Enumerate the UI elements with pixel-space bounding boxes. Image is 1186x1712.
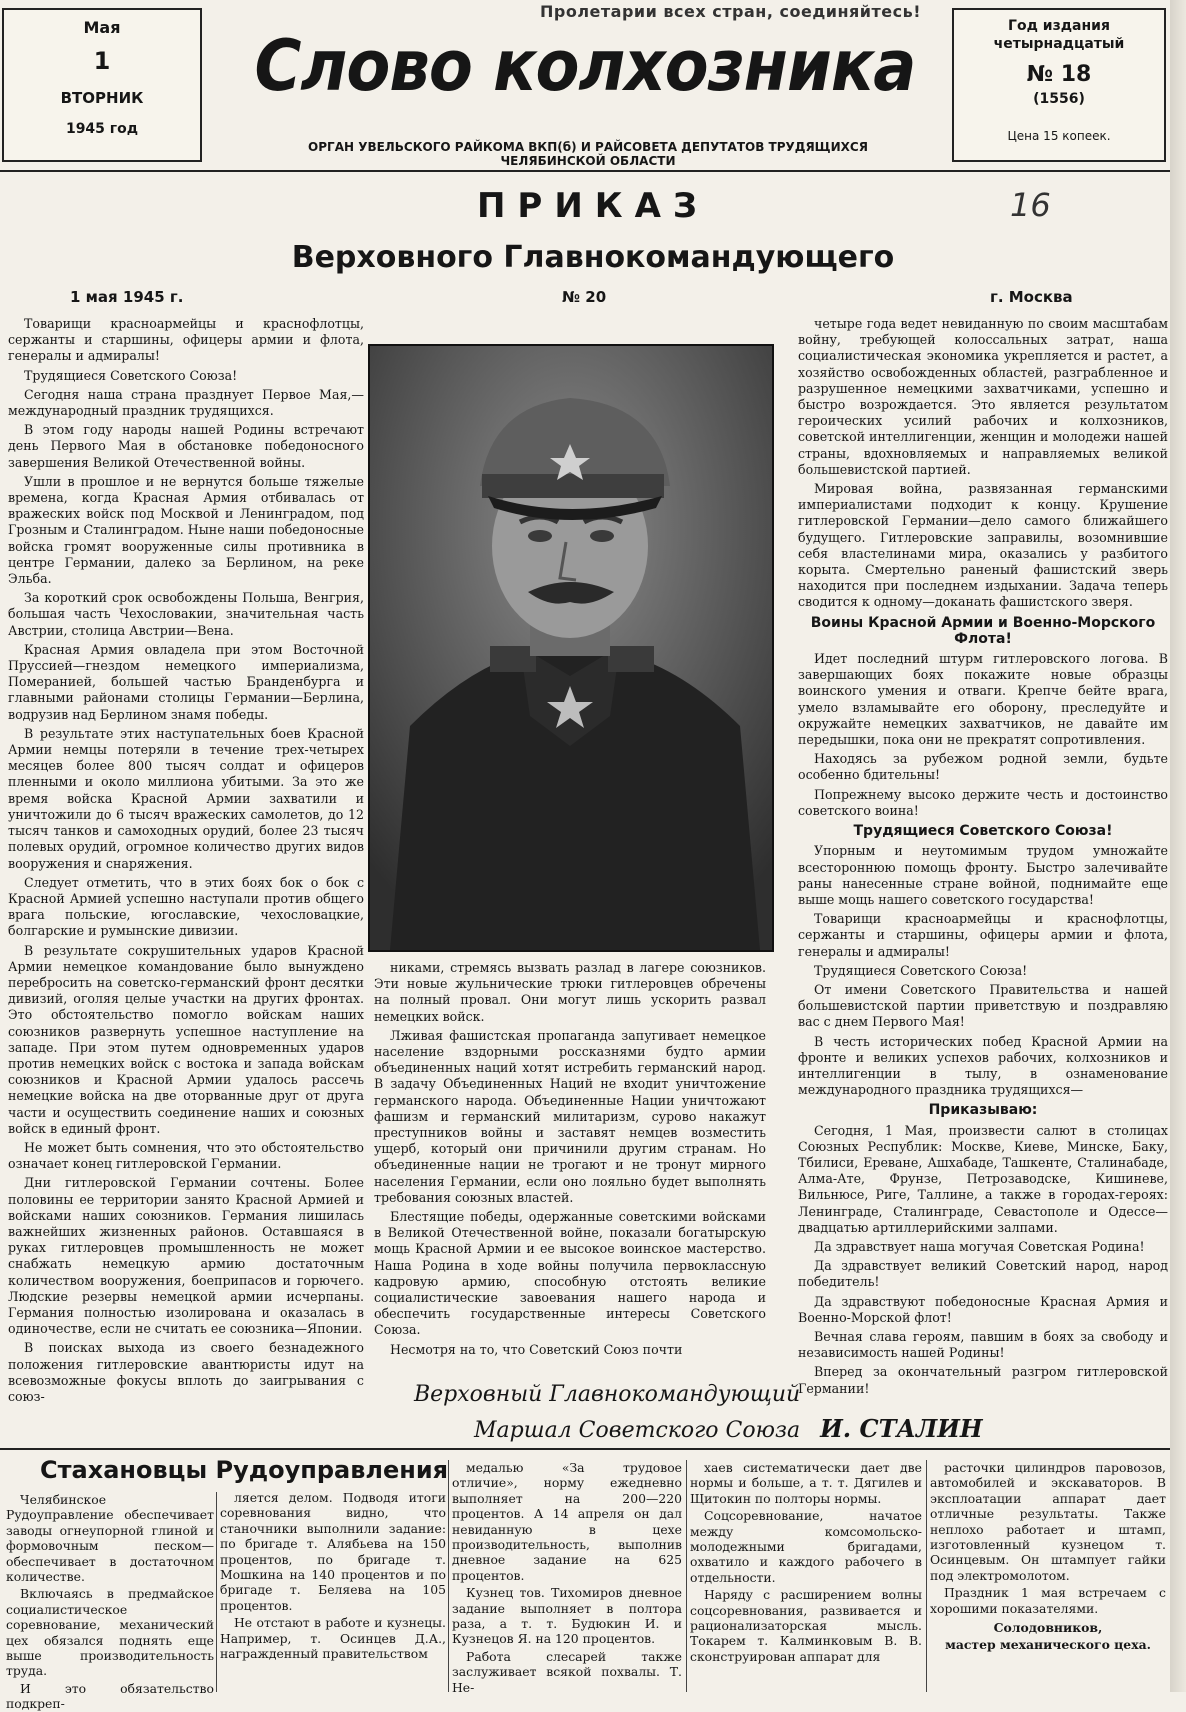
paragraph: Да здравствует наша могучая Советская Родина!: [814, 1238, 1145, 1254]
order-heading: ПРИКАЗ: [476, 186, 710, 226]
order-number: № 20: [562, 288, 607, 306]
portrait-photo: [368, 344, 774, 952]
article-column-2: [220, 1490, 446, 1690]
paragraph: В результате сокрушительных ударов Красной Армии немецкое командование было вынуждено перебросить на советско-германский фронт десятки дивизий, оголяя целые участки на других фронтах. Это обстоятельство помогло войскам наших союзников развернуть успешное наступление на западе. При этом путем одновременных ударов против немецких войск с востока и запада войскам союзников и Красной Армии удалось рассечь немецкие войска на две оторванные друг от друга части и осуществить соединение наших и союзных войск в единый фронт.: [8, 942, 364, 1136]
slogan: Пролетарии всех стран, соединяйтесь!: [540, 2, 922, 21]
paragraph: И это обязательство подкреп-: [6, 1680, 214, 1712]
article-title: Стахановцы Рудоуправления: [40, 1456, 449, 1484]
masthead-rule: [0, 170, 1170, 172]
paragraph: Кузнец тов. Тихомиров дневное задание выполняет в полтора раза, а т. т. Будюкин И. и Кузнецов Я. на 120 процентов.: [452, 1585, 682, 1647]
handwritten-mark: 16: [1010, 186, 1051, 224]
paragraph: Не отстают в работе и кузнецы. Например, т. Осинцев Д.А., награжденный правительством: [220, 1615, 446, 1662]
paragraph: Упорным и неутомимым трудом умножайте всестороннюю помощь фронту. Быстро залечивайте раны нанесенные стране войной, поднимайте еще выше мощь нашего советского государства!: [798, 843, 1168, 907]
article-column-5: [930, 1460, 1166, 1692]
section-heading: Воины Красной Армии и Военно-Морского Флота!: [810, 614, 1156, 647]
article-column-3: [452, 1460, 682, 1695]
issue-number: № 18: [1026, 62, 1092, 87]
paragraph: Да здравствует великий Советский народ, народ победитель!: [798, 1258, 1168, 1290]
paragraph: Попрежнему высоко держите честь и достоинство советского воина!: [798, 786, 1168, 818]
section-heading: Трудящиеся Советского Союза!: [853, 823, 1113, 840]
paragraph: Сегодня, 1 Мая, произвести салют в столицах Союзных Республик: Москве, Киеве, Минске, Баку, Тбилиси, Ереване, Ашхабаде, Ташкенте, Сталинабаде, Алма-Ате, Фрунзе, Петрозаводске, Кишиневе, Вильнюсе, Риге, Таллине, а также в городах-героях: Ленинграде, Сталинграде, Севастополе и Одессе—двадцатью артиллерийскими залпами.: [798, 1122, 1168, 1235]
date-month: Мая: [83, 18, 121, 37]
column-divider: [216, 1492, 217, 1692]
column-divider: [448, 1460, 449, 1692]
issue-price: Цена 15 копеек.: [1007, 129, 1111, 143]
column-divider: [686, 1460, 687, 1692]
order-left-column: [8, 316, 364, 1404]
paragraph: Соцсоревнование, начатое между комсомольско-молодежными бригадами, охватило и каждого рабочего в отдельности.: [690, 1508, 922, 1585]
paragraph: Праздник 1 мая встречаем с хорошими показателями.: [930, 1585, 1166, 1616]
order-date: 1 мая 1945 г.: [70, 288, 184, 306]
order-subheading: Верховного Главнокомандующего: [291, 240, 895, 275]
paragraph: Включаясь в предмайское социалистическое соревнование, механический цех обязался поднять еще выше производительность труда.: [6, 1586, 214, 1679]
section-rule: [0, 1448, 1170, 1450]
paragraph: хаев систематически дает две нормы и больше, а т. т. Дягилев и Щитокин по полторы нормы.: [690, 1460, 922, 1506]
order-city: г. Москва: [990, 288, 1073, 306]
paragraph: Ушли в прошлое и не вернутся больше тяжелые времена, когда Красная Армия отбивалась от вражеских войск под Москвой и Ленинградом, под Грозным и Сталинградом. Ныне наши победоносные войска громят вооруженные силы противника в центре Германии, далеко за Берлином, на реке Эльба.: [8, 473, 364, 587]
order-right-column: [798, 316, 1168, 1396]
date-weekday: ВТОРНИК: [60, 89, 144, 107]
paragraph: расточки цилиндров паровозов, автомобилей и экскаваторов. В эксплоатации аппарат дает отличные результаты. Также неплохо работает и штамп, изготовленный кузнецом т. Осинцевым. Он штампует гайки под электромолотом.: [930, 1460, 1166, 1583]
paragraph: Лживая фашистская пропаганда запугивает немецкое население вздорными россказнями будто армии объединенных наций хотят истребить германский народ. В задачу Объединенных Наций не входит уничтожение германского народа. Объединенные Нации уничтожают фашизм и германский милитаризм, сурово накажут преступников войны и заставят немцев возместить ущерб, который они причинили другим странам. Но объединенные нации не трогают и не тронут мирного населения Германии, если оно лояльно будет выполнять требования союзных властей.: [374, 1027, 766, 1205]
article-author-role: мастер механического цеха.: [945, 1637, 1151, 1653]
paragraph: Сегодня наша страна празднует Первое Мая,—международный праздник трудящихся.: [8, 386, 364, 419]
masthead: [0, 0, 1170, 170]
paragraph: Товарищи красноармейцы и краснофлотцы, сержанты и старшины, офицеры армии и флота, генералы и адмиралы!: [8, 316, 364, 364]
paragraph: Идет последний штурм гитлеровского логова. В завершающих боях покажите новые образцы воинского умения и отваги. Крепче бейте врага, умело взламывайте его оборону, преследуйте и окружайте немецких захватчиков, не давайте им передышки, пока они не прекратят сопротивления.: [798, 651, 1168, 748]
paragraph: Вперед за окончательный разгром гитлеровской Германии!: [798, 1364, 1168, 1396]
date-day: 1: [93, 47, 111, 75]
paragraph: Товарищи красноармейцы и краснофлотцы, сержанты и старшины, офицеры армии и флота, генералы и адмиралы!: [798, 911, 1168, 959]
paragraph: Трудящиеся Советского Союза!: [24, 367, 238, 383]
paragraph: Находясь за рубежом родной земли, будьте особенно бдительны!: [798, 751, 1168, 783]
paragraph: Блестящие победы, одержанные советскими войсками в Великой Отечественной войне, показали богатырскую мощь Красной Армии и ее высокое воинское мастерство. Наша Родина в ходе войны получила первоклассную кадровую армию, способную отстоять великие социалистические завоевания нашего народа и обеспечить государственные интересы Советского Союза.: [374, 1209, 766, 1338]
signature-role: Верховный Главнокомандующий: [414, 1382, 801, 1407]
paragraph: Дни гитлеровской Германии сочтены. Более половины ее территории занято Красной Армией и войсками наших союзников. Германия лишилась важнейших жизненных районов. Оставшаяся в руках гитлеровцев промышленность не может снабжать немецкую армию достаточным количеством вооружения, боеприпасов и горючего. Людские резервы немецкой армии исчерпаны. Германия полностью изолирована и оказалась в одиночестве, если не считать ее союзника—Японии.: [8, 1175, 364, 1337]
column-divider: [926, 1460, 927, 1692]
article-column-4: [690, 1460, 922, 1692]
paragraph: Не может быть сомнения, что это обстоятельство означает конец гитлеровской Германии.: [8, 1139, 364, 1172]
paragraph: В этом году народы нашей Родины встречают день Первого Мая в обстановке победоносного завершения Великой Отечественной войны.: [8, 422, 364, 470]
signature-block: [474, 1414, 983, 1443]
paragraph: Да здравствуют победоносные Красная Армия и Военно-Морской флот!: [798, 1293, 1168, 1325]
signature-title: Маршал Советского Союза: [474, 1418, 801, 1443]
paragraph: Несмотря на то, что Советский Союз почти: [390, 1341, 683, 1357]
article-column-1: [6, 1492, 214, 1712]
date-year: 1945 год: [65, 121, 139, 137]
paragraph: В результате этих наступательных боев Красной Армии немцы потеряли в течение трех-четырех месяцев более 800 тысяч солдат и офицеров пленными и около миллиона убитыми. За это же время войска Красной Армии захватили и уничтожили до 6 тысяч вражеских самолетов, до 12 тысяч танков и самоходных орудий, более 23 тысяч полевых орудий, огромное количество других видов вооружения и снаряжения.: [8, 725, 364, 871]
section-heading: Приказываю:: [928, 1102, 1038, 1119]
organ-line: ОРГАН УВЕЛЬСКОГО РАЙКОМА ВКП(б) И РАЙСОВЕТА ДЕПУТАТОВ ТРУДЯЩИХСЯ ЧЕЛЯБИНСКОЙ ОБЛАСТИ: [308, 140, 868, 168]
paragraph: В поисках выхода из своего безнадежного положения гитлеровские авантюристы идут на всевозможные фокусы вплоть до заигрывания с союз-: [8, 1340, 364, 1404]
paragraph: ляется делом. Подводя итоги соревнования видно, что станочники выполнили задание: по бригаде т. Алябьева на 150 процентов, по бригаде т. Мошкина на 140 процентов и по бригаде т. Беляева на 105 процентов.: [220, 1490, 446, 1613]
portrait-image: [370, 346, 772, 950]
issue-year-value: четырнадцатый: [993, 36, 1125, 52]
paragraph: Вечная слава героям, павшим в боях за свободу и независимость нашей Родины!: [798, 1328, 1168, 1361]
issue-total-number: (1556): [1033, 91, 1085, 107]
paragraph: четыре года ведет невиданную по своим масштабам войну, требующей колоссальных затрат, наша социалистическая экономика укрепляется и растет, а хозяйство освобожденных областей, разграбленное и разрушенное немецкими захватчиками, успешно и быстро возрождается. Это является результатом героических усилий рабочих и колхозников, советской интеллигенции, женщин и молодежи нашей страны, вдохновляемых и направляемых великой большевистской партией.: [798, 316, 1168, 477]
article-author: Солодовников,: [993, 1620, 1103, 1636]
issue-year-label: Год издания: [1008, 18, 1110, 34]
date-box: [2, 8, 202, 162]
paragraph: За короткий срок освобождены Польша, Венгрия, большая часть Чехословакии, значительная часть Австрии, столица Австрии—Вена.: [8, 590, 364, 638]
paragraph: медалью «За трудовое отличие», норму ежедневно выполняет на 200—220 процентов. А 14 апреля он дал невиданную в цехе производительность, выполнив дневное задание на 625 процентов.: [452, 1460, 682, 1583]
paragraph: никами, стремясь вызвать разлад в лагере союзников. Эти новые жульнические трюки гитлеровцев обречены на полный провал. Они могут лишь ускорить развал немецких войск.: [374, 960, 766, 1024]
paragraph: Трудящиеся Советского Союза!: [814, 962, 1028, 978]
paragraph: В честь исторических побед Красной Армии на фронте и великих успехов рабочих, колхозников и интеллигенции в тылу, в ознаменование международного праздника трудящихся—: [798, 1033, 1168, 1098]
paragraph: Мировая война, развязанная германскими империалистами подходит к концу. Крушение гитлеровской Германии—дело самого ближайшего будущего. Гитлеровские заправилы, возомнившие себя властелинами мира, оказались у разбитого корыта. Смертельно раненый фашистский зверь находится при последнем издыхании. Задача теперь сводится к одному—доканать фашистского зверя.: [798, 481, 1168, 610]
newspaper-title: Слово колхозника: [254, 26, 916, 108]
paragraph: Работа слесарей также заслуживает всякой похвалы. Т. Не-: [452, 1648, 682, 1695]
paragraph: Красная Армия овладела при этом Восточной Пруссией—гнездом немецкого империализма, Померанией, большей частью Бранденбурга и главными районами столицы Германии—Берлина, водрузив над Берлином знамя победы.: [8, 641, 364, 722]
order-middle-column: [374, 960, 766, 1374]
paragraph: Следует отметить, что в этих боях бок о бок с Красной Армией успешно наступали против общего врага польские, югославские, чехословацкие, болгарские и румынские дивизии.: [8, 874, 364, 939]
signature-name: И. СТАЛИН: [820, 1414, 983, 1443]
paragraph: От имени Советского Правительства и нашей большевистской партии приветствую и поздравляю вас с днем Первого Мая!: [798, 981, 1168, 1030]
paragraph: Челябинское Рудоуправление обеспечивает заводы огнеупорной глиной и формовочным песком—обеспечивает в достаточном количестве.: [6, 1492, 214, 1585]
paragraph: Наряду с расширением волны соцсоревнования, развивается и рационализаторская мысль. Токарем т. Калминковым В. В. сконструирован аппарат для: [690, 1587, 922, 1664]
issue-box: [952, 8, 1166, 162]
